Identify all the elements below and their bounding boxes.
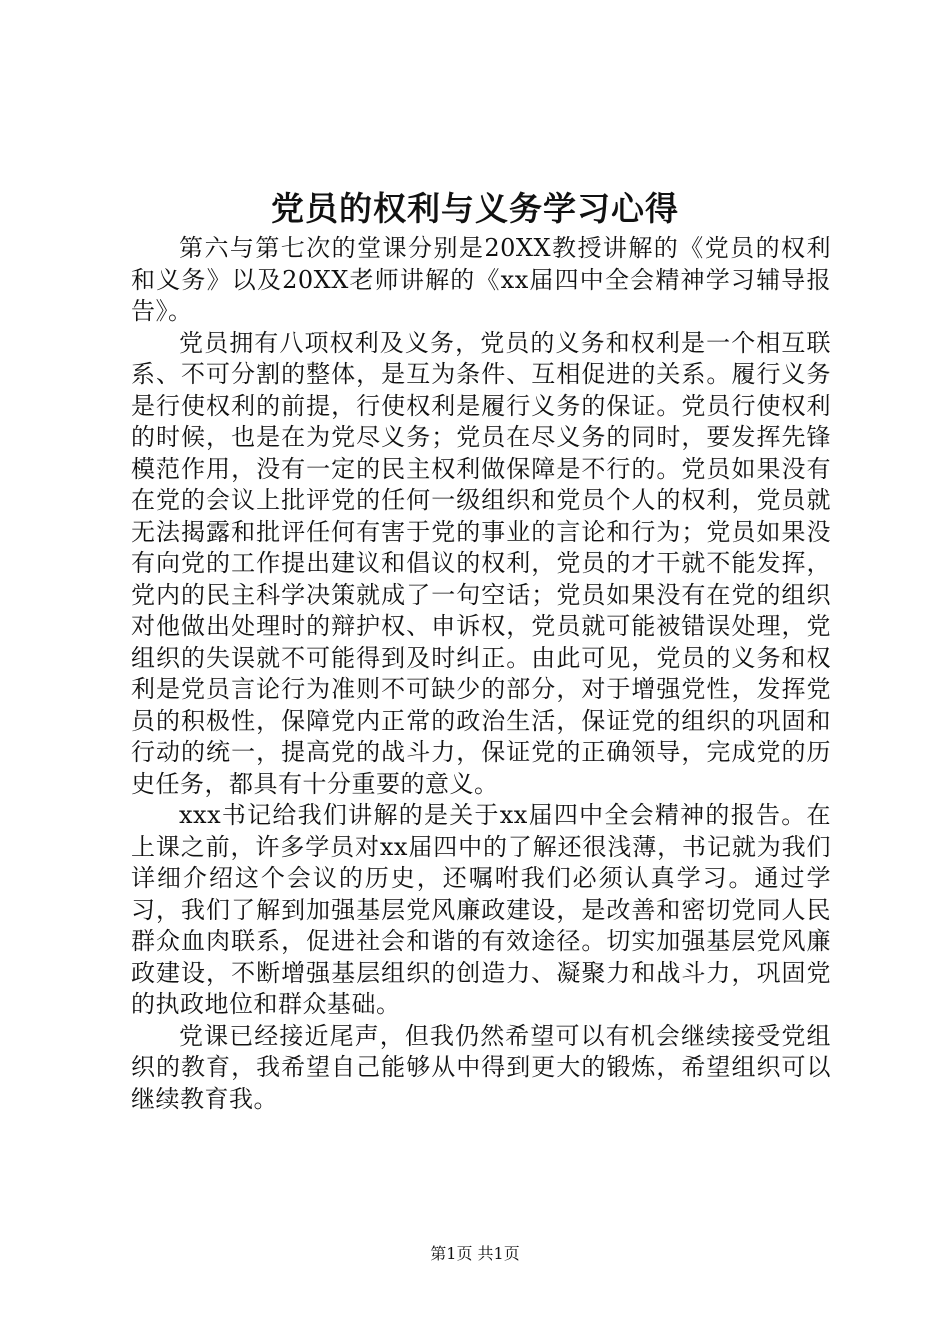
paragraph-intro: 第六与第七次的堂课分别是20XX教授讲解的《党员的权利和义务》以及20XX老师讲解的《xx届四中全会精神学习辅导报告》。 bbox=[131, 234, 831, 325]
paragraph-conclusion: 党课已经接近尾声，但我仍然希望可以有机会继续接受党组织的教育，我希望自己能够从中得到更大的锻炼，希望组织可以继续教育我。 bbox=[131, 1021, 831, 1113]
page-footer: 第1页 共1页 bbox=[430, 1244, 520, 1263]
paragraph-rights-duties: 党员拥有八项权利及义务，党员的义务和权利是一个相互联系、不可分割的整体，是互为条件、互相促进的关系。履行义务是行使权利的前提，行使权利是履行义务的保证。党员行使权利的时候，也是在为党尽义务；党员在尽义务的同时，要发挥先锋模范作用，没有一定的民主权利做保障是不行的。党员如果没有在党的会议上批评党的任何一级组织和党员个人的权利，党员就无法揭露和批评任何有害于党的事业的言论和行为；党员如果没有向党的工作提出建议和倡议的权利，党员的才干就不能发挥，党内的民主科学决策就成了一句空话；党员如果没有在党的组织对他做出处理时的辩护权、申诉权，党员就可能被错误处理，党组织的失误就不可能得到及时纠正。由此可见，党员的义务和权利是党员言论行为准则不可缺少的部分，对于增强党性，发挥党员的积极性，保障党内正常的政治生活，保证党的组织的巩固和行动的统一，提高党的战斗力，保证党的正确领导，完成党的历史任务，都具有十分重要的意义。 bbox=[131, 328, 831, 798]
document-title: 党员的权利与义务学习心得 bbox=[271, 189, 679, 228]
paragraph-report: xxx书记给我们讲解的是关于xx届四中全会精神的报告。在上课之前，许多学员对xx届四中的了解还很浅薄，书记就为我们详细介绍这个会议的历史，还嘱咐我们必须认真学习。通过学习，我们了解到加强基层党风廉政建设，是改善和密切党同人民群众血肉联系，促进社会和谐的有效途径。切实加强基层党风廉政建设，不断增强基层组织的创造力、凝聚力和战斗力，巩固党的执政地位和群众基础。 bbox=[131, 801, 831, 1018]
document-body bbox=[131, 233, 831, 1115]
